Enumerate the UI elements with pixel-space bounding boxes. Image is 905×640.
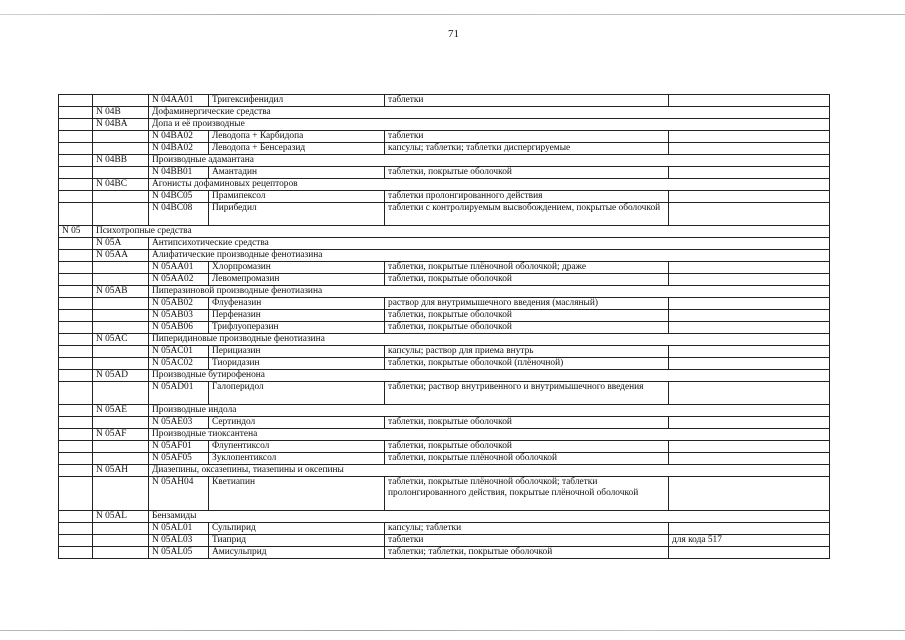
empty-cell bbox=[93, 547, 149, 559]
atc-code-cell: N 05AB06 bbox=[149, 322, 209, 334]
atc-code-cell: N 05AH04 bbox=[149, 477, 209, 511]
dosage-form-cell: таблетки bbox=[385, 131, 669, 143]
note-cell bbox=[669, 95, 830, 107]
drug-row bbox=[59, 274, 830, 286]
drug-row bbox=[59, 310, 830, 322]
drug-row bbox=[59, 167, 830, 179]
note-cell bbox=[669, 191, 830, 203]
empty-cell bbox=[59, 477, 93, 511]
group-name-cell: Пиперазиновой производные фенотиазина bbox=[149, 286, 830, 298]
dosage-form-cell: таблетки bbox=[385, 535, 669, 547]
drug-name-cell: Левомепромазин bbox=[209, 274, 385, 286]
drug-name-cell: Амисульприд bbox=[209, 547, 385, 559]
empty-cell bbox=[93, 203, 149, 226]
group-row bbox=[59, 107, 830, 119]
empty-cell bbox=[93, 310, 149, 322]
note-cell bbox=[669, 203, 830, 226]
empty-cell bbox=[59, 262, 93, 274]
empty-cell bbox=[59, 203, 93, 226]
atc-code-cell: N 05AF05 bbox=[149, 453, 209, 465]
group-row bbox=[59, 465, 830, 477]
atc-code-cell: N 05AC01 bbox=[149, 346, 209, 358]
note-cell bbox=[669, 417, 830, 429]
drug-name-cell: Флупентиксол bbox=[209, 441, 385, 453]
atc-code-cell: N 05A bbox=[93, 238, 149, 250]
atc-code-cell: N 05AL01 bbox=[149, 523, 209, 535]
dosage-form-cell: таблетки, покрытые оболочкой bbox=[385, 310, 669, 322]
dosage-form-cell: таблетки; раствор внутривенного и внутримышечного введения bbox=[385, 382, 669, 405]
empty-cell bbox=[59, 286, 93, 298]
empty-cell bbox=[59, 346, 93, 358]
drug-name-cell: Тригексифенидил bbox=[209, 95, 385, 107]
note-cell bbox=[669, 382, 830, 405]
drug-name-cell: Тиаприд bbox=[209, 535, 385, 547]
empty-cell bbox=[59, 405, 93, 417]
atc-code-cell: N 05AC bbox=[93, 334, 149, 346]
empty-cell bbox=[59, 155, 93, 167]
group-name-cell: Производные адамантана bbox=[149, 155, 830, 167]
empty-cell bbox=[59, 535, 93, 547]
atc-code-cell: N 04BA bbox=[93, 119, 149, 131]
note-cell bbox=[669, 131, 830, 143]
note-cell bbox=[669, 262, 830, 274]
group-row bbox=[59, 238, 830, 250]
empty-cell bbox=[59, 143, 93, 155]
drug-row bbox=[59, 131, 830, 143]
empty-cell bbox=[59, 429, 93, 441]
atc-code-cell: N 05AE03 bbox=[149, 417, 209, 429]
empty-cell bbox=[59, 358, 93, 370]
atc-code-cell: N 04B bbox=[93, 107, 149, 119]
note-cell bbox=[669, 274, 830, 286]
drug-row bbox=[59, 523, 830, 535]
drug-row bbox=[59, 191, 830, 203]
drug-row bbox=[59, 322, 830, 334]
dosage-form-cell: таблетки с контролируемым высвобождением, покрытые оболочкой bbox=[385, 203, 669, 226]
atc-code-cell: N 04BC bbox=[93, 179, 149, 191]
empty-cell bbox=[93, 346, 149, 358]
drug-name-cell: Перфеназин bbox=[209, 310, 385, 322]
drug-row bbox=[59, 203, 830, 226]
note-cell bbox=[669, 322, 830, 334]
note-cell bbox=[669, 547, 830, 559]
empty-cell bbox=[93, 382, 149, 405]
atc-code-cell: N 05AL03 bbox=[149, 535, 209, 547]
group-name-cell: Производные индола bbox=[149, 405, 830, 417]
drug-row bbox=[59, 547, 830, 559]
scan-edge-bottom bbox=[0, 630, 905, 631]
drug-row bbox=[59, 298, 830, 310]
drug-name-cell: Пирибедил bbox=[209, 203, 385, 226]
empty-cell bbox=[59, 370, 93, 382]
empty-cell bbox=[93, 477, 149, 511]
group-row bbox=[59, 155, 830, 167]
atc-code-cell: N 05AA01 bbox=[149, 262, 209, 274]
empty-cell bbox=[93, 131, 149, 143]
empty-cell bbox=[59, 441, 93, 453]
group-name-cell: Производные тиоксантена bbox=[149, 429, 830, 441]
drug-name-cell: Сертиндол bbox=[209, 417, 385, 429]
empty-cell bbox=[59, 95, 93, 107]
medication-table-body bbox=[59, 95, 830, 559]
empty-cell bbox=[93, 274, 149, 286]
note-cell bbox=[669, 477, 830, 511]
atc-code-cell: N 05AH bbox=[93, 465, 149, 477]
dosage-form-cell: капсулы; таблетки bbox=[385, 523, 669, 535]
atc-code-cell: N 04BC05 bbox=[149, 191, 209, 203]
drug-row bbox=[59, 262, 830, 274]
atc-code-cell: N 05 bbox=[59, 226, 93, 238]
dosage-form-cell: раствор для внутримышечного введения (масляный) bbox=[385, 298, 669, 310]
group-row bbox=[59, 179, 830, 191]
note-cell bbox=[669, 441, 830, 453]
drug-row bbox=[59, 477, 830, 511]
drug-name-cell: Прамипексол bbox=[209, 191, 385, 203]
group-name-cell: Бензамиды bbox=[149, 511, 830, 523]
atc-code-cell: N 04BB bbox=[93, 155, 149, 167]
dosage-form-cell: таблетки, покрытые плёночной оболочкой; таблетки пролонгированного действия, покрытые плёночной оболочкой bbox=[385, 477, 669, 511]
dosage-form-cell: капсулы; таблетки; таблетки диспергируемые bbox=[385, 143, 669, 155]
empty-cell bbox=[59, 523, 93, 535]
empty-cell bbox=[93, 453, 149, 465]
dosage-form-cell: таблетки, покрытые оболочкой bbox=[385, 322, 669, 334]
empty-cell bbox=[59, 382, 93, 405]
drug-name-cell: Флуфеназин bbox=[209, 298, 385, 310]
dosage-form-cell: таблетки bbox=[385, 95, 669, 107]
drug-name-cell: Зуклопентиксол bbox=[209, 453, 385, 465]
drug-row bbox=[59, 453, 830, 465]
note-cell bbox=[669, 143, 830, 155]
empty-cell bbox=[59, 322, 93, 334]
empty-cell bbox=[93, 441, 149, 453]
drug-name-cell: Галоперидол bbox=[209, 382, 385, 405]
group-row bbox=[59, 511, 830, 523]
drug-row bbox=[59, 417, 830, 429]
drug-row bbox=[59, 382, 830, 405]
dosage-form-cell: таблетки пролонгированного действия bbox=[385, 191, 669, 203]
group-name-cell: Допа и её производные bbox=[149, 119, 830, 131]
note-cell: для кода 517 bbox=[669, 535, 830, 547]
empty-cell bbox=[59, 191, 93, 203]
page-number: 71 bbox=[448, 28, 459, 40]
empty-cell bbox=[59, 167, 93, 179]
empty-cell bbox=[93, 535, 149, 547]
atc-code-cell: N 05AA02 bbox=[149, 274, 209, 286]
group-row bbox=[59, 334, 830, 346]
group-row bbox=[59, 226, 830, 238]
atc-code-cell: N 05AB bbox=[93, 286, 149, 298]
drug-row bbox=[59, 358, 830, 370]
drug-name-cell: Перициазин bbox=[209, 346, 385, 358]
drug-name-cell: Хлорпромазин bbox=[209, 262, 385, 274]
empty-cell bbox=[59, 310, 93, 322]
note-cell bbox=[669, 523, 830, 535]
group-row bbox=[59, 286, 830, 298]
dosage-form-cell: таблетки, покрытые оболочкой bbox=[385, 417, 669, 429]
empty-cell bbox=[59, 107, 93, 119]
atc-code-cell: N 05AL bbox=[93, 511, 149, 523]
empty-cell bbox=[93, 358, 149, 370]
atc-code-cell: N 04AA01 bbox=[149, 95, 209, 107]
group-row bbox=[59, 429, 830, 441]
dosage-form-cell: таблетки, покрытые оболочкой bbox=[385, 441, 669, 453]
atc-code-cell: N 05AE bbox=[93, 405, 149, 417]
atc-code-cell: N 05AC02 bbox=[149, 358, 209, 370]
empty-cell bbox=[93, 298, 149, 310]
empty-cell bbox=[93, 167, 149, 179]
atc-code-cell: N 05AA bbox=[93, 250, 149, 262]
drug-row bbox=[59, 441, 830, 453]
group-name-cell: Дофаминергические средства bbox=[149, 107, 830, 119]
group-name-cell: Диазепины, оксазепины, тиазепины и оксепины bbox=[149, 465, 830, 477]
empty-cell bbox=[59, 131, 93, 143]
note-cell bbox=[669, 346, 830, 358]
empty-cell bbox=[59, 547, 93, 559]
atc-code-cell: N 05AB02 bbox=[149, 298, 209, 310]
dosage-form-cell: капсулы; раствор для приема внутрь bbox=[385, 346, 669, 358]
empty-cell bbox=[93, 262, 149, 274]
group-name-cell: Производные бутирофенона bbox=[149, 370, 830, 382]
drug-row bbox=[59, 95, 830, 107]
atc-code-cell: N 05AD01 bbox=[149, 382, 209, 405]
dosage-form-cell: таблетки, покрытые оболочкой (плёночной) bbox=[385, 358, 669, 370]
atc-code-cell: N 04BC08 bbox=[149, 203, 209, 226]
drug-name-cell: Амантадин bbox=[209, 167, 385, 179]
drug-name-cell: Леводопа + Карбидопа bbox=[209, 131, 385, 143]
group-row bbox=[59, 370, 830, 382]
drug-row bbox=[59, 346, 830, 358]
atc-code-cell: N 05AF01 bbox=[149, 441, 209, 453]
group-row bbox=[59, 119, 830, 131]
empty-cell bbox=[59, 298, 93, 310]
empty-cell bbox=[59, 465, 93, 477]
atc-code-cell: N 05AL05 bbox=[149, 547, 209, 559]
atc-code-cell: N 05AD bbox=[93, 370, 149, 382]
drug-name-cell: Сульпирид bbox=[209, 523, 385, 535]
empty-cell bbox=[93, 191, 149, 203]
empty-cell bbox=[93, 322, 149, 334]
empty-cell bbox=[59, 238, 93, 250]
empty-cell bbox=[93, 143, 149, 155]
drug-row bbox=[59, 143, 830, 155]
drug-name-cell: Тиоридазин bbox=[209, 358, 385, 370]
dosage-form-cell: таблетки; таблетки, покрытые оболочкой bbox=[385, 547, 669, 559]
note-cell bbox=[669, 453, 830, 465]
empty-cell bbox=[59, 453, 93, 465]
empty-cell bbox=[59, 511, 93, 523]
scan-edge-top bbox=[0, 14, 905, 15]
atc-code-cell: N 04BB01 bbox=[149, 167, 209, 179]
atc-code-cell: N 05AF bbox=[93, 429, 149, 441]
group-row bbox=[59, 250, 830, 262]
dosage-form-cell: таблетки, покрытые оболочкой bbox=[385, 274, 669, 286]
group-name-cell: Пиперидиновые производные фенотиазина bbox=[149, 334, 830, 346]
atc-code-cell: N 05AB03 bbox=[149, 310, 209, 322]
empty-cell bbox=[93, 523, 149, 535]
empty-cell bbox=[59, 179, 93, 191]
drug-name-cell: Трифлуоперазин bbox=[209, 322, 385, 334]
empty-cell bbox=[59, 119, 93, 131]
group-name-cell: Агонисты дофаминовых рецепторов bbox=[149, 179, 830, 191]
note-cell bbox=[669, 298, 830, 310]
dosage-form-cell: таблетки, покрытые оболочкой bbox=[385, 167, 669, 179]
note-cell bbox=[669, 310, 830, 322]
empty-cell bbox=[59, 274, 93, 286]
empty-cell bbox=[59, 417, 93, 429]
note-cell bbox=[669, 358, 830, 370]
empty-cell bbox=[93, 95, 149, 107]
dosage-form-cell: таблетки, покрытые плёночной оболочкой bbox=[385, 453, 669, 465]
empty-cell bbox=[59, 334, 93, 346]
atc-code-cell: N 04BA02 bbox=[149, 131, 209, 143]
drug-row bbox=[59, 535, 830, 547]
medication-table bbox=[58, 94, 830, 559]
drug-name-cell: Кветиапин bbox=[209, 477, 385, 511]
dosage-form-cell: таблетки, покрытые плёночной оболочкой; драже bbox=[385, 262, 669, 274]
drug-name-cell: Леводопа + Бенсеразид bbox=[209, 143, 385, 155]
group-name-cell: Антипсихотические средства bbox=[149, 238, 830, 250]
group-name-cell: Психотропные средства bbox=[93, 226, 830, 238]
group-row bbox=[59, 405, 830, 417]
atc-code-cell: N 04BA02 bbox=[149, 143, 209, 155]
group-name-cell: Алифатические производные фенотиазина bbox=[149, 250, 830, 262]
empty-cell bbox=[59, 250, 93, 262]
note-cell bbox=[669, 167, 830, 179]
empty-cell bbox=[93, 417, 149, 429]
